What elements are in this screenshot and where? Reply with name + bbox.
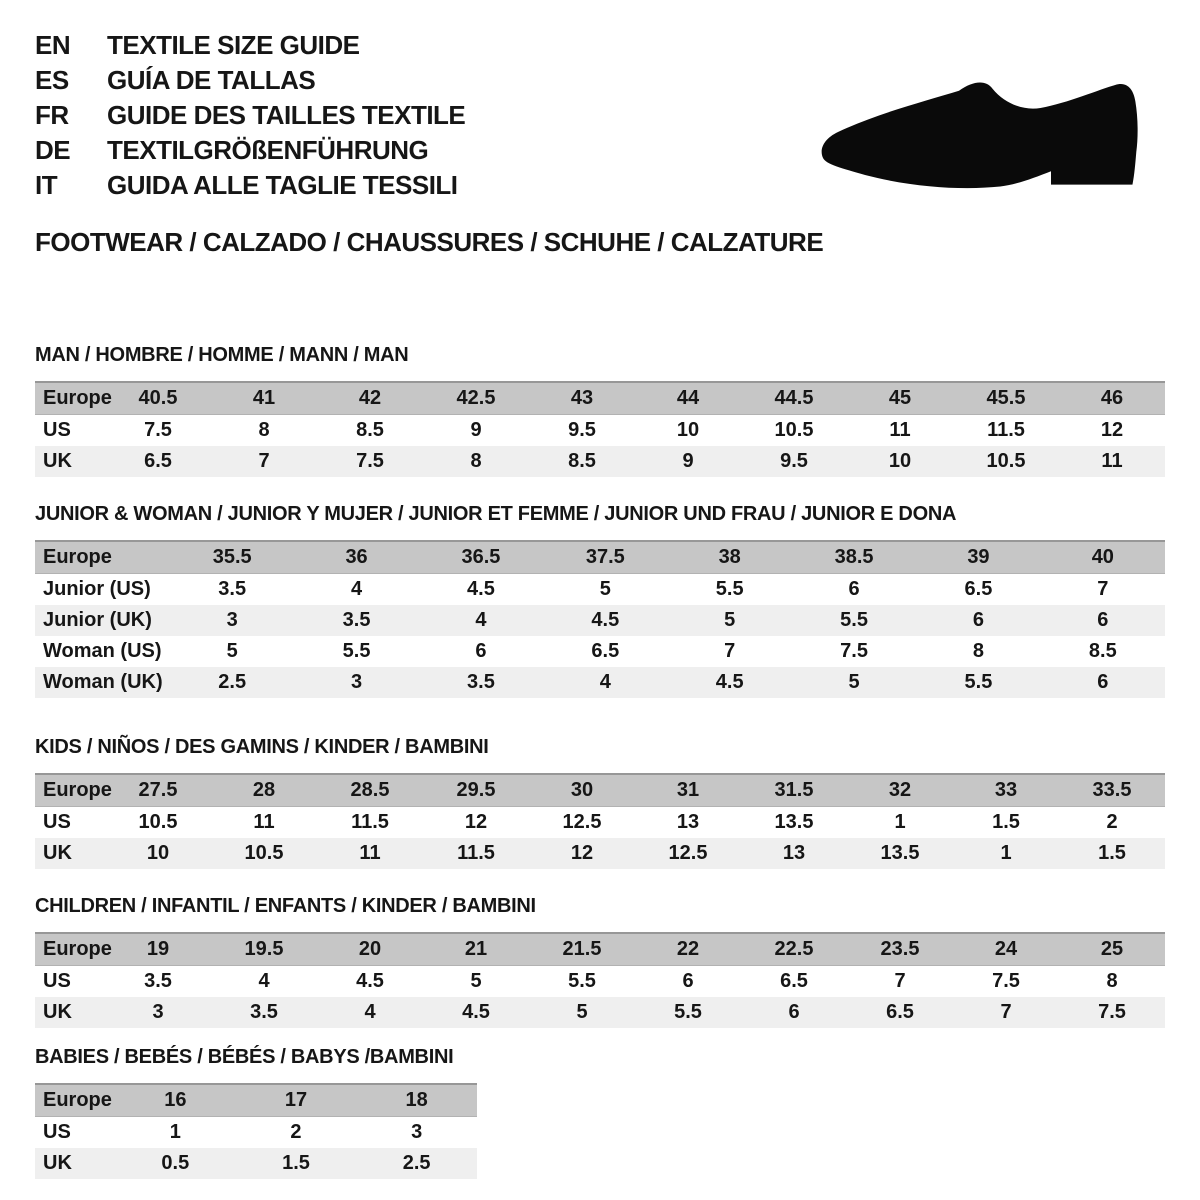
size-cell: 7 <box>211 446 317 477</box>
row-label: Europe <box>35 541 170 574</box>
size-cell: 8.5 <box>529 446 635 477</box>
size-cell: 1.5 <box>236 1148 357 1179</box>
size-cell: 10.5 <box>211 838 317 869</box>
size-cell: 6 <box>1041 667 1165 698</box>
size-cell: 6.5 <box>543 636 667 667</box>
section-junior-woman <box>35 503 1165 698</box>
size-cell: 9 <box>423 415 529 447</box>
size-cell: 4.5 <box>423 997 529 1028</box>
size-cell: 41 <box>211 382 317 415</box>
size-cell: 4.5 <box>419 574 543 606</box>
size-table-kids <box>35 773 1165 869</box>
page-header <box>35 28 1165 203</box>
size-cell: 3.5 <box>294 605 418 636</box>
size-cell: 10.5 <box>105 807 211 839</box>
size-cell: 11.5 <box>423 838 529 869</box>
size-cell: 30 <box>529 774 635 807</box>
size-cell: 31 <box>635 774 741 807</box>
size-cell: 6.5 <box>741 966 847 998</box>
size-cell: 8 <box>916 636 1040 667</box>
table-row-us <box>35 807 1165 839</box>
size-cell: 2 <box>236 1117 357 1149</box>
size-cell: 3 <box>105 997 211 1028</box>
language-code: DE <box>35 135 71 165</box>
size-cell: 20 <box>317 933 423 966</box>
size-cell: 12 <box>1059 415 1165 447</box>
size-cell: 44 <box>635 382 741 415</box>
size-cell: 5.5 <box>916 667 1040 698</box>
size-cell: 10 <box>105 838 211 869</box>
size-cell: 5 <box>543 574 667 606</box>
language-title: TEXTILGRÖßENFÜHRUNG <box>107 135 429 165</box>
size-cell: 45.5 <box>953 382 1059 415</box>
size-cell: 7.5 <box>105 415 211 447</box>
language-code: EN <box>35 30 71 60</box>
row-label: US <box>35 807 105 839</box>
size-cell: 3 <box>170 605 294 636</box>
size-cell: 7.5 <box>953 966 1059 998</box>
size-cell: 4 <box>419 605 543 636</box>
size-cell: 38 <box>668 541 792 574</box>
row-label: Europe <box>35 933 105 966</box>
size-cell: 22.5 <box>741 933 847 966</box>
size-table-babies <box>35 1083 477 1179</box>
size-cell: 3.5 <box>419 667 543 698</box>
size-cell: 39 <box>916 541 1040 574</box>
size-cell: 9 <box>635 446 741 477</box>
row-label: US <box>35 415 105 447</box>
size-cell: 32 <box>847 774 953 807</box>
language-title-list <box>35 28 465 203</box>
row-label: Woman (UK) <box>35 667 170 698</box>
size-cell: 8 <box>1059 966 1165 998</box>
size-cell: 28.5 <box>317 774 423 807</box>
row-label: Junior (US) <box>35 574 170 606</box>
size-cell: 7 <box>668 636 792 667</box>
section-babies <box>35 1046 1165 1179</box>
size-cell: 7 <box>847 966 953 998</box>
size-cell: 10.5 <box>953 446 1059 477</box>
size-cell: 5 <box>423 966 529 998</box>
size-cell: 8 <box>423 446 529 477</box>
row-label: Europe <box>35 1084 115 1117</box>
size-cell: 19.5 <box>211 933 317 966</box>
size-cell: 11 <box>847 415 953 447</box>
table-row-uk <box>35 838 1165 869</box>
size-cell: 8.5 <box>317 415 423 447</box>
size-cell: 5.5 <box>668 574 792 606</box>
size-cell: 11 <box>317 838 423 869</box>
size-cell: 29.5 <box>423 774 529 807</box>
size-cell: 2.5 <box>356 1148 477 1179</box>
language-row-fr <box>35 98 465 133</box>
size-cell: 33.5 <box>1059 774 1165 807</box>
section-title-man: MAN / HOMBRE / HOMME / MANN / MAN <box>35 344 409 366</box>
size-table-junior-woman <box>35 540 1165 698</box>
size-cell: 7.5 <box>317 446 423 477</box>
size-cell: 4.5 <box>543 605 667 636</box>
language-row-es <box>35 63 465 98</box>
section-title-junior-woman: JUNIOR & WOMAN / JUNIOR Y MUJER / JUNIOR ET FEMME / JUNIOR UND FRAU / JUNIOR E DONA <box>35 503 957 525</box>
size-cell: 6 <box>792 574 916 606</box>
size-cell: 8 <box>211 415 317 447</box>
table-row-europe <box>35 382 1165 415</box>
size-cell: 28 <box>211 774 317 807</box>
language-code: ES <box>35 65 69 95</box>
row-label: UK <box>35 838 105 869</box>
size-cell: 25 <box>1059 933 1165 966</box>
row-label: Europe <box>35 382 105 415</box>
size-cell: 6 <box>419 636 543 667</box>
size-cell: 0.5 <box>115 1148 236 1179</box>
table-row-europe <box>35 774 1165 807</box>
size-cell: 21 <box>423 933 529 966</box>
language-title: GUIDE DES TAILLES TEXTILE <box>107 100 466 130</box>
size-cell: 44.5 <box>741 382 847 415</box>
size-cell: 2.5 <box>170 667 294 698</box>
category-heading: FOOTWEAR / CALZADO / CHAUSSURES / SCHUHE / CALZATURE <box>35 227 824 257</box>
size-cell: 10 <box>847 446 953 477</box>
size-cell: 23.5 <box>847 933 953 966</box>
size-cell: 43 <box>529 382 635 415</box>
size-cell: 12 <box>529 838 635 869</box>
table-row-woman-uk <box>35 667 1165 698</box>
table-row-us <box>35 966 1165 998</box>
table-row-junior-us <box>35 574 1165 606</box>
size-cell: 40.5 <box>105 382 211 415</box>
size-cell: 3 <box>356 1117 477 1149</box>
size-cell: 13.5 <box>847 838 953 869</box>
row-label: UK <box>35 997 105 1028</box>
table-row-junior-uk <box>35 605 1165 636</box>
table-row-uk <box>35 446 1165 477</box>
table-row-europe <box>35 541 1165 574</box>
size-cell: 9.5 <box>529 415 635 447</box>
size-cell: 13.5 <box>741 807 847 839</box>
size-cell: 5 <box>668 605 792 636</box>
size-cell: 5.5 <box>294 636 418 667</box>
size-cell: 27.5 <box>105 774 211 807</box>
size-cell: 7 <box>1041 574 1165 606</box>
section-title-children: CHILDREN / INFANTIL / ENFANTS / KINDER / BAMBINI <box>35 895 536 917</box>
language-code: FR <box>35 100 69 130</box>
size-cell: 6.5 <box>847 997 953 1028</box>
size-cell: 3.5 <box>211 997 317 1028</box>
size-cell: 3.5 <box>170 574 294 606</box>
size-cell: 35.5 <box>170 541 294 574</box>
size-cell: 4.5 <box>668 667 792 698</box>
size-cell: 3 <box>294 667 418 698</box>
size-cell: 4 <box>211 966 317 998</box>
row-label: Junior (UK) <box>35 605 170 636</box>
size-cell: 17 <box>236 1084 357 1117</box>
size-cell: 4 <box>294 574 418 606</box>
table-row-us <box>35 1117 477 1149</box>
size-cell: 7.5 <box>792 636 916 667</box>
table-row-woman-us <box>35 636 1165 667</box>
size-table-man <box>35 381 1165 477</box>
size-cell: 5.5 <box>792 605 916 636</box>
size-cell: 7.5 <box>1059 997 1165 1028</box>
section-title-kids: KIDS / NIÑOS / DES GAMINS / KINDER / BAMBINI <box>35 736 489 758</box>
row-label: UK <box>35 446 105 477</box>
size-cell: 36 <box>294 541 418 574</box>
size-cell: 45 <box>847 382 953 415</box>
section-title-babies: BABIES / BEBÉS / BÉBÉS / BABYS /BAMBINI <box>35 1046 454 1068</box>
section-man <box>35 344 1165 477</box>
size-cell: 16 <box>115 1084 236 1117</box>
size-cell: 10.5 <box>741 415 847 447</box>
language-row-it <box>35 168 465 203</box>
table-row-uk <box>35 1148 477 1179</box>
size-cell: 8.5 <box>1041 636 1165 667</box>
size-cell: 7 <box>953 997 1059 1028</box>
size-cell: 4.5 <box>317 966 423 998</box>
language-row-de <box>35 133 465 168</box>
size-cell: 3.5 <box>105 966 211 998</box>
table-row-europe <box>35 933 1165 966</box>
row-label: US <box>35 966 105 998</box>
section-children <box>35 895 1165 1028</box>
size-cell: 13 <box>635 807 741 839</box>
size-cell: 5 <box>170 636 294 667</box>
size-cell: 11.5 <box>317 807 423 839</box>
size-cell: 5.5 <box>529 966 635 998</box>
row-label: US <box>35 1117 115 1149</box>
size-cell: 4 <box>543 667 667 698</box>
size-cell: 38.5 <box>792 541 916 574</box>
size-cell: 13 <box>741 838 847 869</box>
shoe-icon <box>798 60 1143 200</box>
size-cell: 21.5 <box>529 933 635 966</box>
size-cell: 19 <box>105 933 211 966</box>
size-cell: 6.5 <box>916 574 1040 606</box>
size-cell: 1 <box>115 1117 236 1149</box>
size-cell: 11 <box>1059 446 1165 477</box>
size-cell: 6 <box>635 966 741 998</box>
size-cell: 6 <box>1041 605 1165 636</box>
size-cell: 5 <box>792 667 916 698</box>
size-cell: 12.5 <box>635 838 741 869</box>
size-cell: 4 <box>317 997 423 1028</box>
size-cell: 33 <box>953 774 1059 807</box>
row-label: Europe <box>35 774 105 807</box>
size-cell: 42 <box>317 382 423 415</box>
size-cell: 11 <box>211 807 317 839</box>
row-label: UK <box>35 1148 115 1179</box>
row-label: Woman (US) <box>35 636 170 667</box>
size-cell: 12.5 <box>529 807 635 839</box>
size-cell: 6 <box>916 605 1040 636</box>
language-title: GUIDA ALLE TAGLIE TESSILI <box>107 170 458 200</box>
language-title: GUÍA DE TALLAS <box>107 65 316 95</box>
size-cell: 1.5 <box>1059 838 1165 869</box>
size-cell: 31.5 <box>741 774 847 807</box>
size-cell: 5 <box>529 997 635 1028</box>
size-cell: 18 <box>356 1084 477 1117</box>
size-cell: 46 <box>1059 382 1165 415</box>
size-cell: 36.5 <box>419 541 543 574</box>
size-cell: 12 <box>423 807 529 839</box>
size-cell: 1.5 <box>953 807 1059 839</box>
size-cell: 42.5 <box>423 382 529 415</box>
size-cell: 2 <box>1059 807 1165 839</box>
size-cell: 1 <box>953 838 1059 869</box>
size-cell: 6 <box>741 997 847 1028</box>
section-kids <box>35 736 1165 869</box>
language-code: IT <box>35 170 58 200</box>
size-cell: 5.5 <box>635 997 741 1028</box>
language-row-en <box>35 28 465 63</box>
size-cell: 10 <box>635 415 741 447</box>
size-cell: 22 <box>635 933 741 966</box>
size-cell: 37.5 <box>543 541 667 574</box>
size-cell: 6.5 <box>105 446 211 477</box>
table-row-europe <box>35 1084 477 1117</box>
size-cell: 24 <box>953 933 1059 966</box>
size-cell: 9.5 <box>741 446 847 477</box>
size-cell: 11.5 <box>953 415 1059 447</box>
size-cell: 1 <box>847 807 953 839</box>
table-row-uk <box>35 997 1165 1028</box>
language-title: TEXTILE SIZE GUIDE <box>107 30 360 60</box>
size-table-children <box>35 932 1165 1028</box>
table-row-us <box>35 415 1165 447</box>
size-cell: 40 <box>1041 541 1165 574</box>
